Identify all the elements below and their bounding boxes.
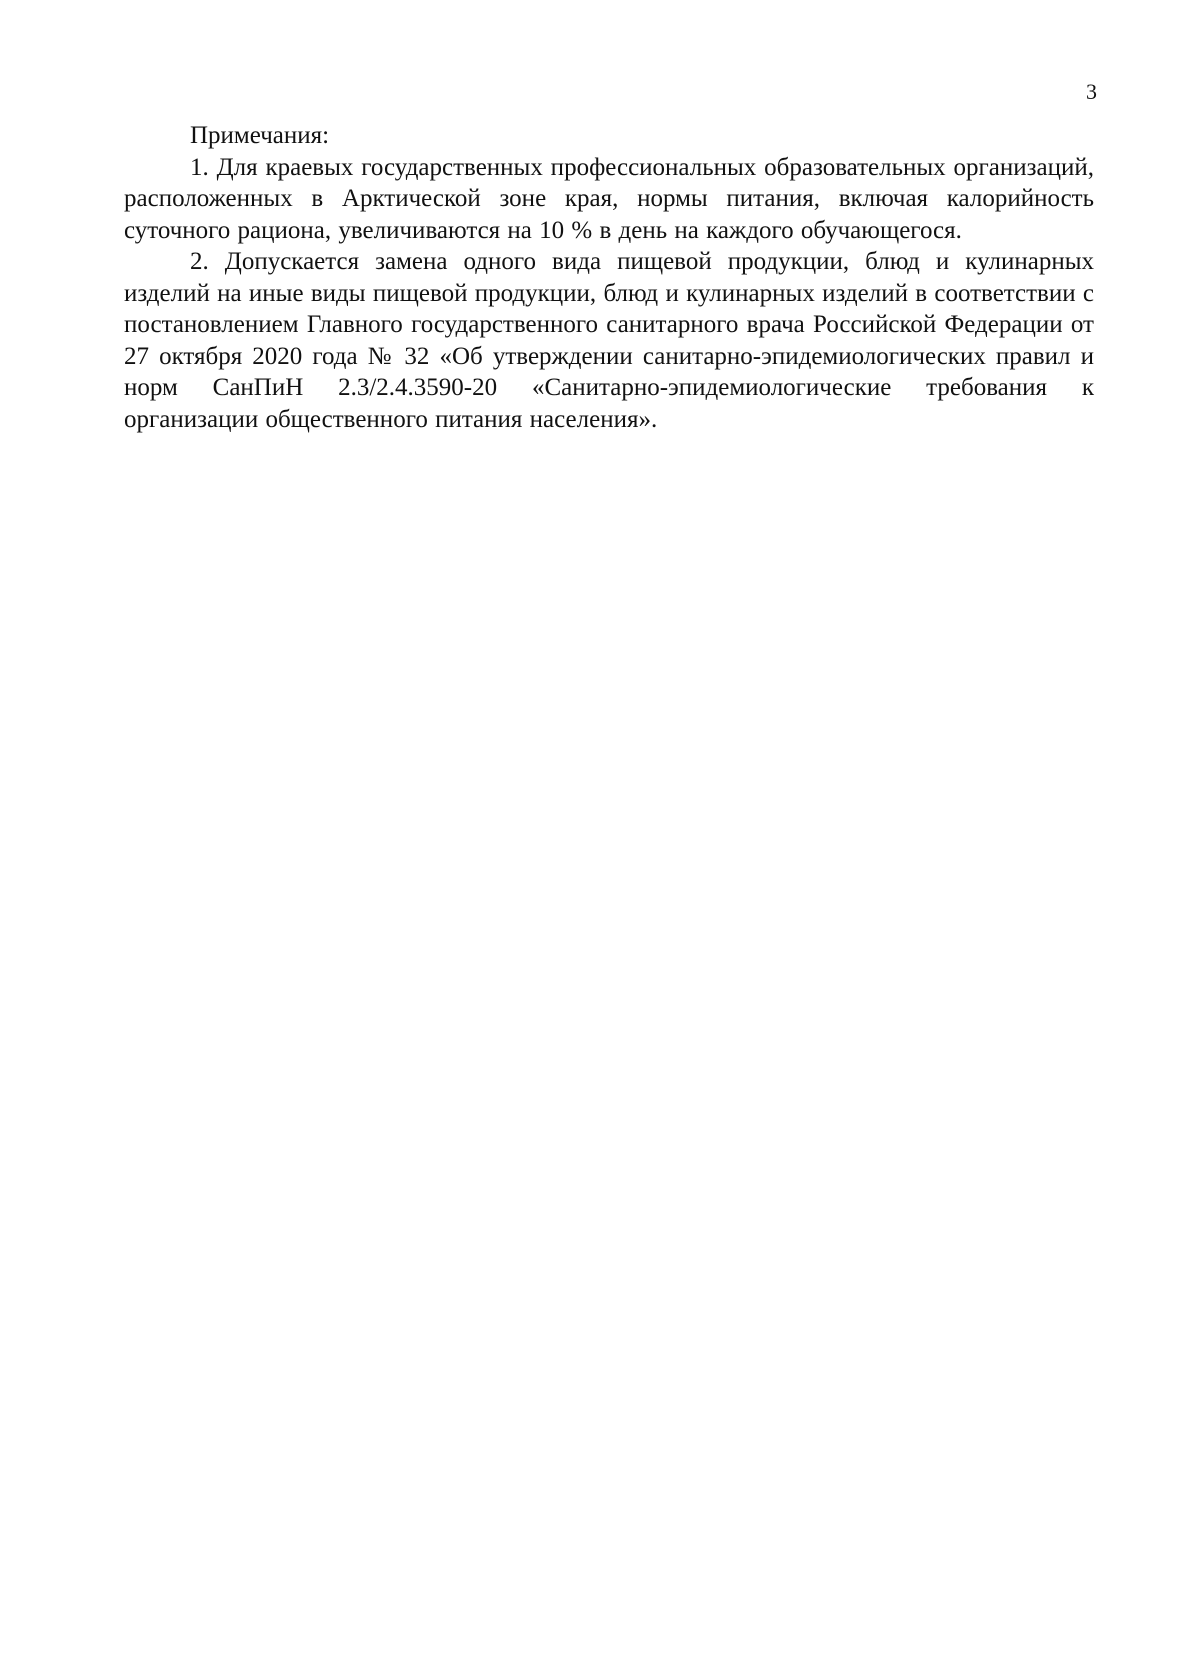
page-number: 3 (1086, 79, 1097, 104)
note-2: 2. Допускается замена одного вида пищевой продукции, блюд и кулинарных изделий на иные виды пищевой продукции, блюд и кулинарных изделий в соответствии с постановлением Главного государственного санитарного врача Российской Федерации от 27 октября 2020 года № 32 «Об утверждении санитарно-эпидемиологических правил и норм СанПиН 2.3/2.4.3590-20 «Санитарно-эпидемиологические требования к организации общественного питания населения». (124, 248, 1094, 433)
note-1: 1. Для краевых государственных профессиональных образовательных организаций, расположенных в Арктической зоне края, нормы питания, включая калорийность суточного рациона, увеличиваются на 10 % в день на каждого обучающегося. (124, 153, 1094, 244)
notes-section (124, 120, 1094, 435)
notes-heading: Примечания: (190, 122, 330, 149)
